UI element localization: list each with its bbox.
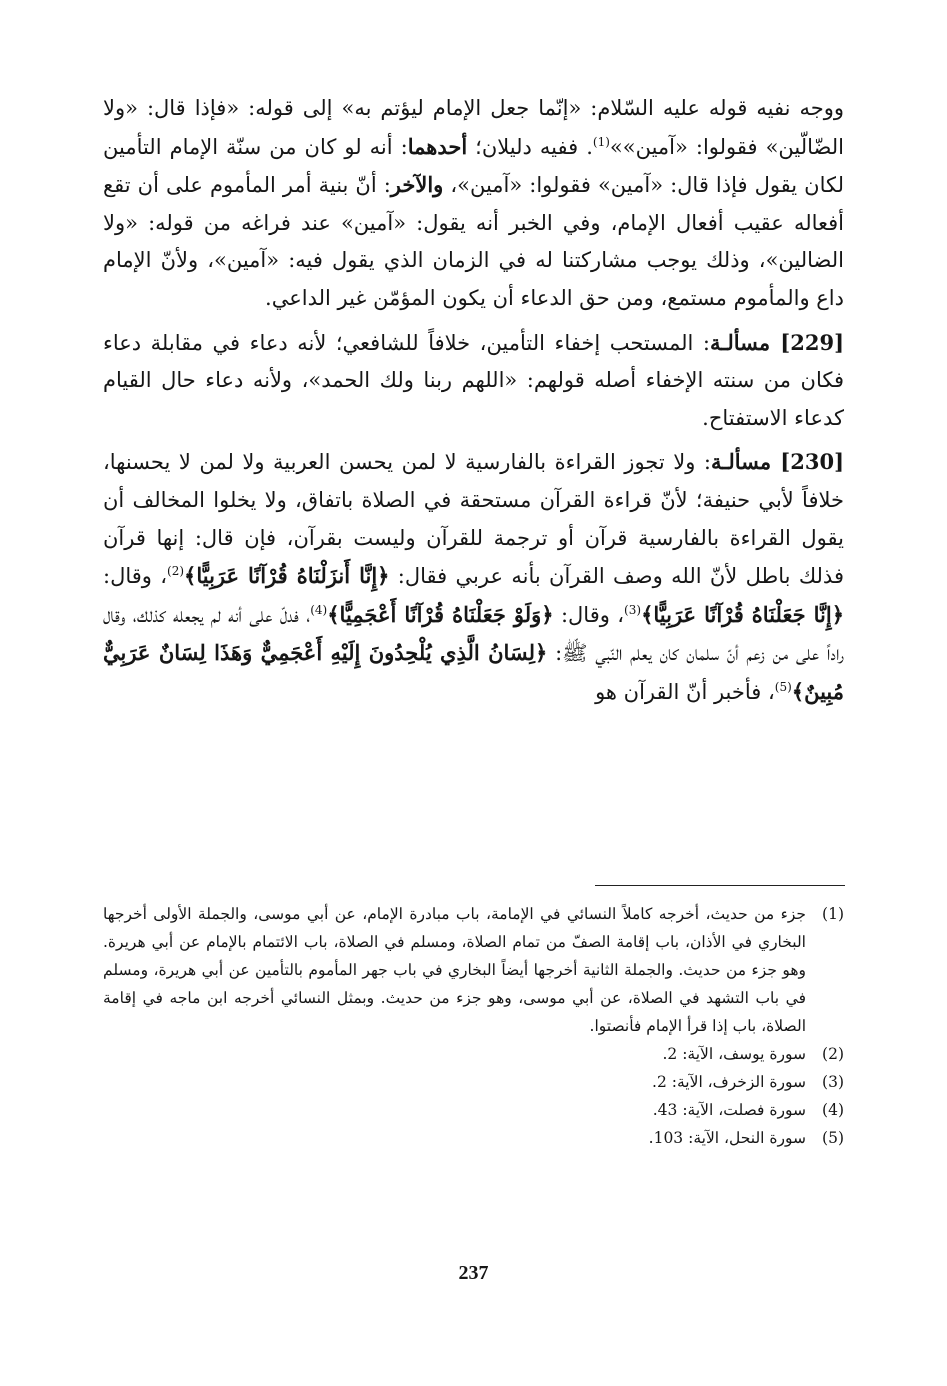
text-run: ووجه نفيه قوله عليه السّلام: «إنّما جعل الإمام ليؤتم به» إلى قوله: «فإذا قال: «ولا الضّالّين» فقولوا: «آمين»» [103, 96, 844, 159]
footnote-3 [103, 1068, 844, 1096]
text-run: . ففيه دليلان؛ [467, 134, 593, 159]
footnote-text: سورة النحل، الآية: 103. [648, 1129, 806, 1147]
bold-term: والآخر [390, 172, 444, 198]
text-run: : أنه لو كان من سنّة الإمام التأمين لكان يقول فإذا قال: «آمين» فقولوا: «آمين»، [103, 134, 844, 198]
footnote-2 [103, 1040, 844, 1068]
paragraph-1 [103, 90, 844, 318]
quran-verse: ﴿إِنَّا أَنزَلْنَاهُ قُرْآنًا عَرَبِيًّا﴾ [184, 563, 390, 589]
footnote-number: (2) [822, 1045, 844, 1063]
footnote-ref-5: (5) [774, 679, 792, 694]
paragraph-issue-230 [103, 443, 844, 711]
issue-label: [229] مسألـة [709, 329, 845, 355]
footnote-ref-4: (4) [310, 602, 328, 617]
footnote-number: (1) [822, 905, 844, 923]
text-run: : أنّ بنية أمر المأموم على أن تقع أفعاله عقيب أفعال الإمام، وفي الخبر أنه يقول: «آمين» عند فراغه من قوله: «ولا الضالين»، وذلك يوجب مشاركتنا له في الزمان الذي يقول فيه: «آمين»، ولأنّ الإمام داع والمأموم مستمع، ومن حق الدعاء أن يكون المؤمّن غير الداعي. [103, 173, 844, 310]
footnote-divider [595, 885, 845, 886]
footnote-text: سورة الزخرف، الآية: 2. [652, 1073, 806, 1091]
text-run: ، وقال: [103, 564, 168, 589]
quran-verse: ﴿لِسَانُ الَّذِي يُلْحِدُونَ إِلَيْهِ أَعْجَمِيٌّ وَهَذَا لِسَانٌ عَرَبِيٌّ مُبِينٌ﴾ [103, 640, 844, 704]
footnote-text: سورة فصلت، الآية: 43. [652, 1101, 806, 1119]
footnote-number: (3) [822, 1073, 844, 1091]
footnote-ref-3: (3) [624, 602, 642, 617]
text-run: ، فأخبر أنّ القرآن هو [595, 679, 775, 704]
text-run: ، وقال: [553, 602, 625, 627]
paragraph-issue-229 [103, 324, 844, 438]
footnote-ref-1: (1) [592, 134, 610, 149]
text-run: : ولا تجوز القراءة بالفارسية لا لمن يحسن العربية ولا لمن لا يحسنها، خلافاً لأبي حنيفة؛ لأنّ قراءة القرآن مستحقة في الصلاة باتفاق، ولا يخلوا المخالف أن يقول القراءة بالفارسية قرآن أو ترجمة للقرآن وليست بقرآن، فإن قال: إنها قرآن فذلك باطل لأنّ الله وصف القرآن بأنه عربي فقال: [103, 450, 844, 589]
footnote-text: سورة يوسف، الآية: 2. [662, 1045, 806, 1063]
quran-verse: ﴿إِنَّا جَعَلْنَاهُ قُرْآنًا عَرَبِيًّا﴾ [641, 601, 844, 627]
page-number: 237 [458, 1262, 489, 1284]
footnote-number: (4) [822, 1101, 844, 1119]
main-text [103, 90, 844, 712]
footnote-5 [103, 1124, 844, 1152]
footnote-ref-2: (2) [167, 564, 185, 579]
footnote-1 [103, 900, 844, 1040]
footnotes [103, 900, 844, 1152]
footnote-text: جزء من حديث، أخرجه كاملاً النسائي في الإمامة، باب مبادرة الإمام، عن أبي موسى، والجملة الأولى أخرجها البخاري في الأذان، باب إقامة الصفّ من تمام الصلاة، ومسلم في الصلاة، باب الائتمام بالإمام عن أبي هريرة. وهو جزء من حديث. والجملة الثانية أخرجها أيضاً البخاري في باب جهر المأموم بالتأمين عن أبي هريرة، ومسلم في باب التشهد في الصلاة، عن أبي موسى، وهو جزء من حديث. وبمثل النسائي أخرجه ابن ماجه في إقامة الصلاة، باب إذا قرأ الإمام فأنصتوا. [103, 905, 806, 1035]
footnote-4 [103, 1096, 844, 1124]
quran-verse: ﴿وَلَوْ جَعَلْنَاهُ قُرْآنًا أَعْجَمِيًّا﴾ [327, 601, 554, 627]
issue-label: [230] مسألـة [710, 449, 845, 475]
text-run: ، فدلّ على أنه لم يجعله كذلك، وقال راداً على من زعم أنّ سلمان كان يعلم النّبي ﷺ: [103, 602, 845, 666]
footnote-number: (5) [822, 1129, 844, 1147]
text-run: : المستحب إخفاء التأمين، خلافاً للشافعي؛ لأنه دعاء في مقابلة دعاء فكان من سنته الإخفاء أصله قولهم: «اللهم ربنا ولك الحمد»، ولأنه دعاء حال القيام كدعاء الاستفتاح. [103, 330, 844, 430]
bold-term: أحدهما [407, 133, 468, 159]
